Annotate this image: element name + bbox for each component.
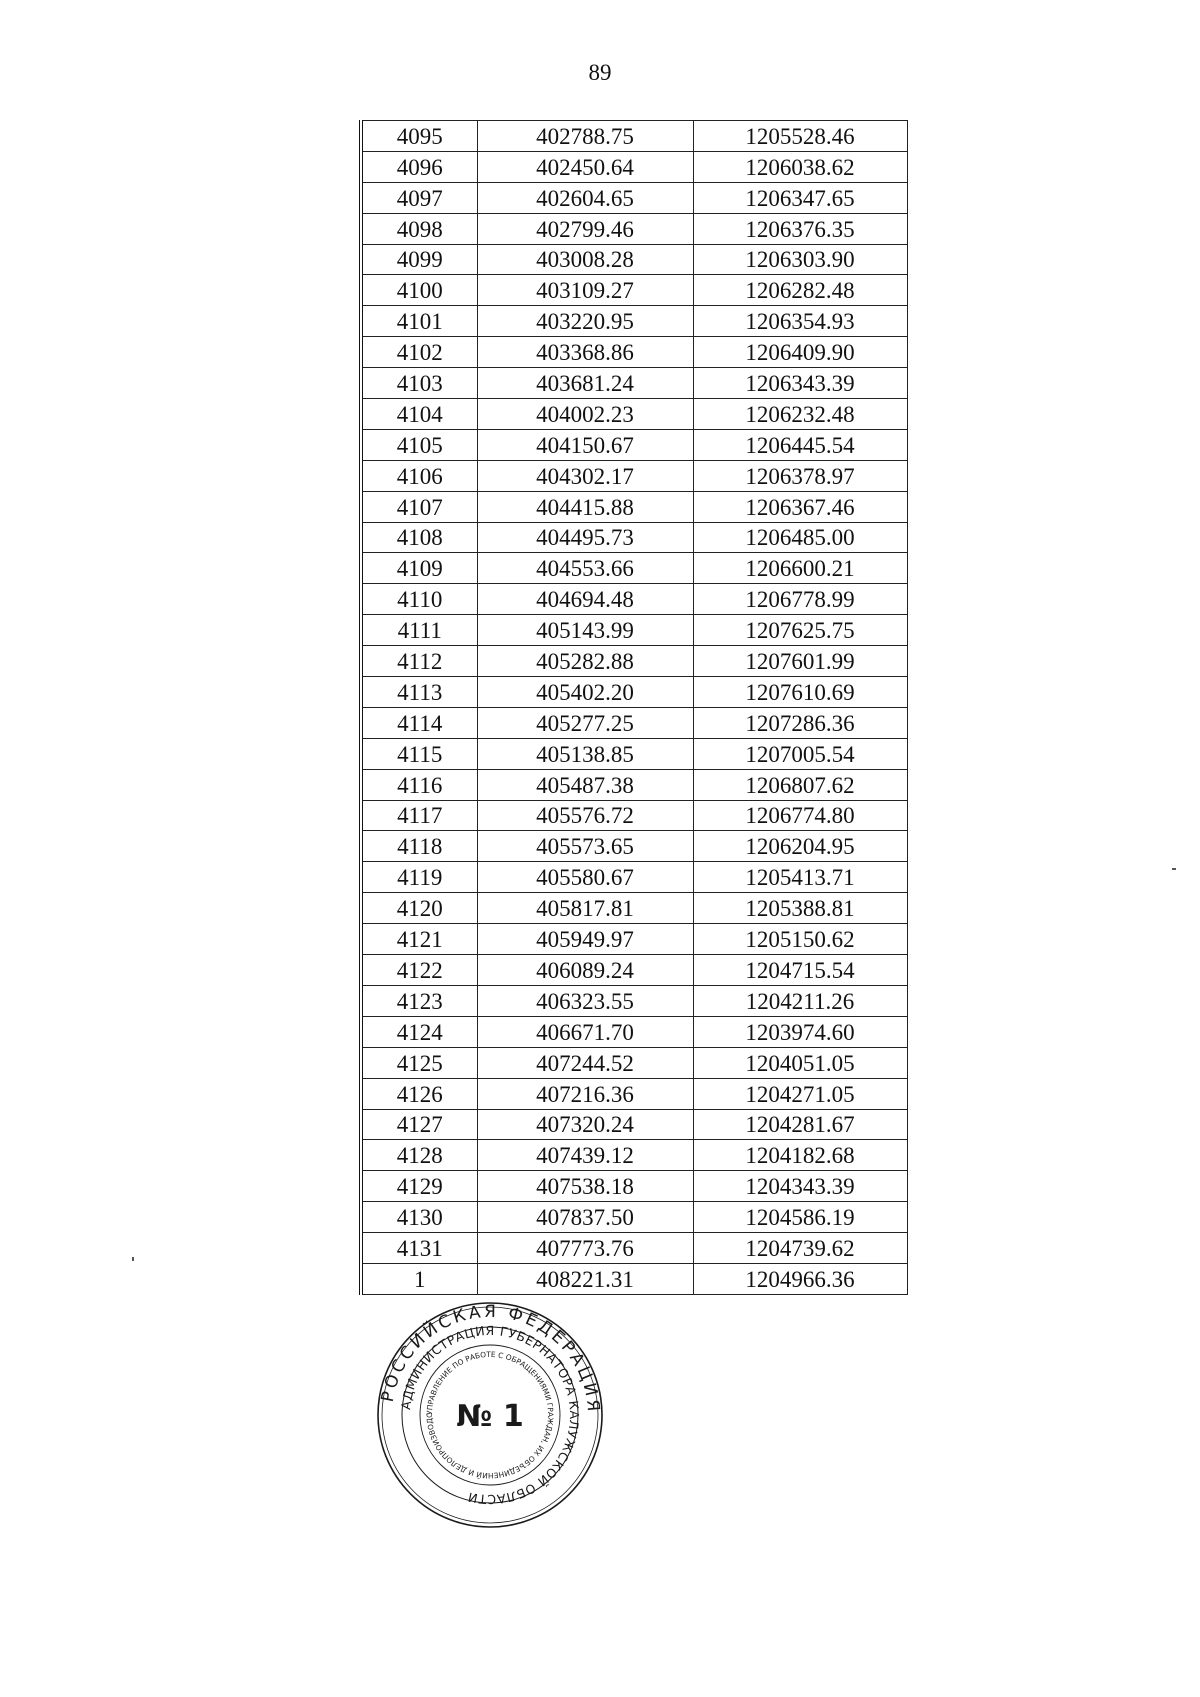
table-row <box>361 244 907 275</box>
point-number-cell: 1 <box>361 1263 477 1294</box>
table-row <box>361 1202 907 1233</box>
x-coordinate-cell: 408221.31 <box>477 1263 693 1294</box>
y-coordinate-cell: 1206445.54 <box>693 429 907 460</box>
table-row <box>361 800 907 831</box>
point-number-cell: 4114 <box>361 707 477 738</box>
point-number-cell: 4101 <box>361 306 477 337</box>
point-number-cell: 4127 <box>361 1109 477 1140</box>
y-coordinate-cell: 1206347.65 <box>693 182 907 213</box>
y-coordinate-cell: 1206409.90 <box>693 337 907 368</box>
point-number-cell: 4111 <box>361 615 477 646</box>
point-number-cell: 4110 <box>361 584 477 615</box>
table-row <box>361 1263 907 1294</box>
table-row <box>361 491 907 522</box>
table-row <box>361 924 907 955</box>
point-number-cell: 4097 <box>361 182 477 213</box>
y-coordinate-cell: 1206204.95 <box>693 831 907 862</box>
table-row <box>361 1047 907 1078</box>
y-coordinate-cell: 1204586.19 <box>693 1202 907 1233</box>
point-number-cell: 4109 <box>361 553 477 584</box>
x-coordinate-cell: 407439.12 <box>477 1140 693 1171</box>
point-number-cell: 4129 <box>361 1171 477 1202</box>
table-row <box>361 1140 907 1171</box>
y-coordinate-cell: 1206038.62 <box>693 151 907 182</box>
point-number-cell: 4124 <box>361 1016 477 1047</box>
y-coordinate-cell: 1204271.05 <box>693 1078 907 1109</box>
y-coordinate-cell: 1207610.69 <box>693 677 907 708</box>
point-number-cell: 4106 <box>361 460 477 491</box>
x-coordinate-cell: 405580.67 <box>477 862 693 893</box>
point-number-cell: 4116 <box>361 769 477 800</box>
table-row <box>361 1233 907 1264</box>
x-coordinate-cell: 404302.17 <box>477 460 693 491</box>
y-coordinate-cell: 1207625.75 <box>693 615 907 646</box>
x-coordinate-cell: 403008.28 <box>477 244 693 275</box>
seal-outer-text: РОССИЙСКАЯ ФЕДЕРАЦИЯ <box>377 1301 604 1416</box>
point-number-cell: 4108 <box>361 522 477 553</box>
table-row <box>361 121 907 152</box>
seal-graphic <box>370 1295 610 1535</box>
table-row <box>361 738 907 769</box>
y-coordinate-cell: 1206774.80 <box>693 800 907 831</box>
coordinates-table-body <box>361 121 907 1295</box>
x-coordinate-cell: 405817.81 <box>477 893 693 924</box>
x-coordinate-cell: 404694.48 <box>477 584 693 615</box>
table-row <box>361 1078 907 1109</box>
seal-ring-text: АДМИНИСТРАЦИЯ ГУБЕРНАТОРА КАЛУЖСКОЙ ОБЛАСТИ <box>398 1322 583 1508</box>
point-number-cell: 4098 <box>361 213 477 244</box>
table-row <box>361 769 907 800</box>
x-coordinate-cell: 403220.95 <box>477 306 693 337</box>
y-coordinate-cell: 1203974.60 <box>693 1016 907 1047</box>
y-coordinate-cell: 1204051.05 <box>693 1047 907 1078</box>
y-coordinate-cell: 1204211.26 <box>693 985 907 1016</box>
x-coordinate-cell: 404415.88 <box>477 491 693 522</box>
x-coordinate-cell: 403681.24 <box>477 368 693 399</box>
table-row <box>361 429 907 460</box>
point-number-cell: 4125 <box>361 1047 477 1078</box>
table-row <box>361 368 907 399</box>
x-coordinate-cell: 403109.27 <box>477 275 693 306</box>
x-coordinate-cell: 404495.73 <box>477 522 693 553</box>
seal-center-number: № 1 <box>456 1399 524 1434</box>
table-row <box>361 985 907 1016</box>
y-coordinate-cell: 1205150.62 <box>693 924 907 955</box>
x-coordinate-cell: 405573.65 <box>477 831 693 862</box>
table-row <box>361 1109 907 1140</box>
table-row <box>361 707 907 738</box>
x-coordinate-cell: 405282.88 <box>477 646 693 677</box>
x-coordinate-cell: 407320.24 <box>477 1109 693 1140</box>
x-coordinate-cell: 407538.18 <box>477 1171 693 1202</box>
table-row <box>361 862 907 893</box>
table-row <box>361 337 907 368</box>
y-coordinate-cell: 1204281.67 <box>693 1109 907 1140</box>
x-coordinate-cell: 402788.75 <box>477 121 693 152</box>
x-coordinate-cell: 405949.97 <box>477 924 693 955</box>
y-coordinate-cell: 1207601.99 <box>693 646 907 677</box>
point-number-cell: 4130 <box>361 1202 477 1233</box>
table-row <box>361 615 907 646</box>
point-number-cell: 4115 <box>361 738 477 769</box>
table-row <box>361 831 907 862</box>
table-row <box>361 522 907 553</box>
table-row <box>361 955 907 986</box>
table-row <box>361 399 907 430</box>
point-number-cell: 4095 <box>361 121 477 152</box>
table-row <box>361 213 907 244</box>
x-coordinate-cell: 406323.55 <box>477 985 693 1016</box>
table-row <box>361 646 907 677</box>
official-seal <box>370 1295 610 1535</box>
point-number-cell: 4121 <box>361 924 477 955</box>
point-number-cell: 4105 <box>361 429 477 460</box>
table-row <box>361 553 907 584</box>
table-row <box>361 893 907 924</box>
point-number-cell: 4113 <box>361 677 477 708</box>
x-coordinate-cell: 405143.99 <box>477 615 693 646</box>
y-coordinate-cell: 1206378.97 <box>693 460 907 491</box>
coordinates-table <box>359 120 908 1295</box>
point-number-cell: 4122 <box>361 955 477 986</box>
y-coordinate-cell: 1206354.93 <box>693 306 907 337</box>
point-number-cell: 4118 <box>361 831 477 862</box>
y-coordinate-cell: 1204715.54 <box>693 955 907 986</box>
y-coordinate-cell: 1207286.36 <box>693 707 907 738</box>
table-row <box>361 677 907 708</box>
point-number-cell: 4102 <box>361 337 477 368</box>
y-coordinate-cell: 1206807.62 <box>693 769 907 800</box>
y-coordinate-cell: 1205413.71 <box>693 862 907 893</box>
y-coordinate-cell: 1206600.21 <box>693 553 907 584</box>
x-coordinate-cell: 404150.67 <box>477 429 693 460</box>
point-number-cell: 4131 <box>361 1233 477 1264</box>
table-row <box>361 306 907 337</box>
x-coordinate-cell: 407216.36 <box>477 1078 693 1109</box>
x-coordinate-cell: 407244.52 <box>477 1047 693 1078</box>
y-coordinate-cell: 1206376.35 <box>693 213 907 244</box>
y-coordinate-cell: 1206778.99 <box>693 584 907 615</box>
point-number-cell: 4104 <box>361 399 477 430</box>
y-coordinate-cell: 1206232.48 <box>693 399 907 430</box>
table-row <box>361 1171 907 1202</box>
table-row <box>361 182 907 213</box>
y-coordinate-cell: 1204966.36 <box>693 1263 907 1294</box>
x-coordinate-cell: 406671.70 <box>477 1016 693 1047</box>
point-number-cell: 4099 <box>361 244 477 275</box>
page-number: 89 <box>588 60 612 85</box>
point-number-cell: 4103 <box>361 368 477 399</box>
point-number-cell: 4096 <box>361 151 477 182</box>
x-coordinate-cell: 405402.20 <box>477 677 693 708</box>
y-coordinate-cell: 1206282.48 <box>693 275 907 306</box>
scan-speck <box>1172 868 1176 870</box>
x-coordinate-cell: 403368.86 <box>477 337 693 368</box>
x-coordinate-cell: 402799.46 <box>477 213 693 244</box>
table-row <box>361 1016 907 1047</box>
x-coordinate-cell: 406089.24 <box>477 955 693 986</box>
y-coordinate-cell: 1206485.00 <box>693 522 907 553</box>
point-number-cell: 4123 <box>361 985 477 1016</box>
x-coordinate-cell: 405138.85 <box>477 738 693 769</box>
y-coordinate-cell: 1206367.46 <box>693 491 907 522</box>
point-number-cell: 4107 <box>361 491 477 522</box>
y-coordinate-cell: 1206343.39 <box>693 368 907 399</box>
y-coordinate-cell: 1205528.46 <box>693 121 907 152</box>
y-coordinate-cell: 1204182.68 <box>693 1140 907 1171</box>
y-coordinate-cell: 1204739.62 <box>693 1233 907 1264</box>
point-number-cell: 4128 <box>361 1140 477 1171</box>
point-number-cell: 4120 <box>361 893 477 924</box>
x-coordinate-cell: 402450.64 <box>477 151 693 182</box>
y-coordinate-cell: 1205388.81 <box>693 893 907 924</box>
table-row <box>361 460 907 491</box>
x-coordinate-cell: 404553.66 <box>477 553 693 584</box>
x-coordinate-cell: 402604.65 <box>477 182 693 213</box>
y-coordinate-cell: 1206303.90 <box>693 244 907 275</box>
x-coordinate-cell: 404002.23 <box>477 399 693 430</box>
table-row <box>361 151 907 182</box>
point-number-cell: 4117 <box>361 800 477 831</box>
point-number-cell: 4112 <box>361 646 477 677</box>
x-coordinate-cell: 405487.38 <box>477 769 693 800</box>
x-coordinate-cell: 405576.72 <box>477 800 693 831</box>
table-row <box>361 275 907 306</box>
y-coordinate-cell: 1207005.54 <box>693 738 907 769</box>
scan-speck <box>132 1257 134 1261</box>
point-number-cell: 4126 <box>361 1078 477 1109</box>
x-coordinate-cell: 407837.50 <box>477 1202 693 1233</box>
point-number-cell: 4100 <box>361 275 477 306</box>
y-coordinate-cell: 1204343.39 <box>693 1171 907 1202</box>
point-number-cell: 4119 <box>361 862 477 893</box>
x-coordinate-cell: 407773.76 <box>477 1233 693 1264</box>
x-coordinate-cell: 405277.25 <box>477 707 693 738</box>
table-row <box>361 584 907 615</box>
seal-inner-text: УПРАВЛЕНИЕ ПО РАБОТЕ С ОБРАЩЕНИЯМИ ГРАЖДАН, ИХ ОБЪЕДИНЕНИЙ И ДЕЛОПРОИЗВОДС <box>424 1349 556 1481</box>
